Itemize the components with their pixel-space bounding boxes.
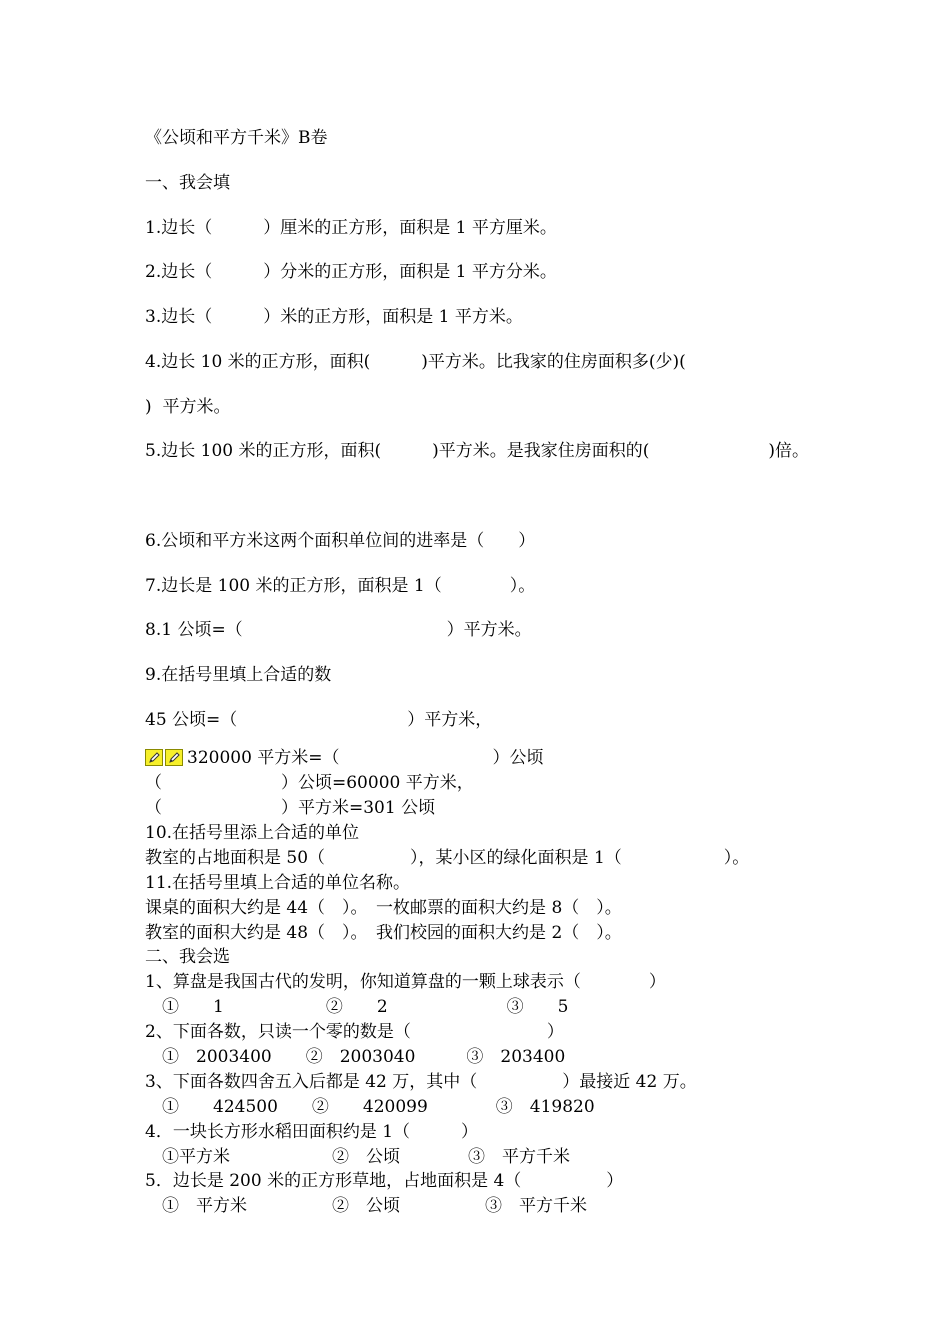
question-11a: 课桌的面积大约是 44（ ）。 一枚邮票的面积大约是 8（ ）。	[145, 898, 622, 918]
page-title: 《公顷和平方千米》B卷	[145, 128, 328, 148]
question-9c: （ ）公顷=60000 平方米，	[145, 773, 474, 793]
question-4-line1: 4.边长 10 米的正方形，面积( )平方米。比我家的住房面积多(少)(	[145, 352, 686, 372]
section-heading-choose: 二、我会选	[145, 947, 230, 967]
choice-5-options: ① 平方米 ② 公顷 ③ 平方千米	[145, 1196, 587, 1216]
question-11: 11.在括号里填上合适的单位名称。	[145, 873, 411, 893]
question-9d: （ ）平方米=301 公顷	[145, 798, 436, 818]
pencil-icon	[145, 749, 163, 766]
choice-4: 4．一块长方形水稻田面积约是 1（ ）	[145, 1122, 479, 1142]
choice-1-options: ① 1 ② 2 ③ 5	[145, 997, 569, 1017]
question-9b	[145, 748, 544, 771]
section-heading-fill: 一、我会填	[145, 173, 230, 193]
question-11b: 教室的面积大约是 48（ ）。 我们校园的面积大约是 2（ ）。	[145, 923, 622, 943]
choice-2-options: ① 2003400 ② 2003040 ③ 203400	[145, 1047, 566, 1067]
choice-2: 2、下面各数，只读一个零的数是（ ）	[145, 1022, 564, 1042]
question-5: 5.边长 100 米的正方形，面积( )平方米。是我家住房面积的( )倍。	[145, 441, 810, 461]
choice-1: 1、算盘是我国古代的发明，你知道算盘的一颗上球表示（ ）	[145, 972, 666, 992]
choice-3-options: ① 424500 ② 420099 ③ 419820	[145, 1097, 595, 1117]
question-2: 2.边长（ ）分米的正方形，面积是 1 平方分米。	[145, 262, 557, 282]
choice-4-options: ①平方米 ② 公顷 ③ 平方千米	[145, 1147, 570, 1167]
question-6: 6.公顷和平方米这两个面积单位间的进率是（ ）	[145, 531, 536, 551]
question-7: 7.边长是 100 米的正方形，面积是 1（ ）。	[145, 576, 536, 596]
question-1: 1.边长（ ）厘米的正方形，面积是 1 平方厘米。	[145, 218, 557, 238]
icon-group	[145, 749, 185, 771]
question-9a: 45 公顷=（ ）平方米，	[145, 710, 493, 730]
question-9b-text: 320000 平方米=（ ）公顷	[187, 748, 544, 768]
choice-3: 3、下面各数四舍五入后都是 42 万，其中（ ）最接近 42 万。	[145, 1072, 697, 1092]
choice-5: 5．边长是 200 米的正方形草地，占地面积是 4（ ）	[145, 1171, 624, 1191]
question-9: 9.在括号里填上合适的数	[145, 665, 332, 685]
pencil-icon	[165, 749, 183, 766]
question-8: 8.1 公顷=（ ）平方米。	[145, 620, 532, 640]
question-10: 10.在括号里添上合适的单位	[145, 823, 360, 843]
question-3: 3.边长（ ）米的正方形，面积是 1 平方米。	[145, 307, 523, 327]
question-4-line2: ) 平方米。	[145, 397, 231, 417]
question-10a: 教室的占地面积是 50（ ），某小区的绿化面积是 1（ ）。	[145, 848, 750, 868]
